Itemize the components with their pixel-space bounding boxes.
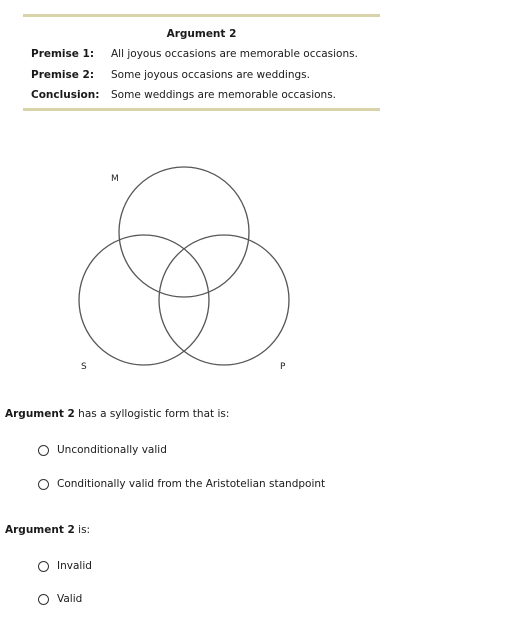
venn-diagram: [70, 160, 300, 375]
radio-unconditionally-valid[interactable]: [38, 445, 49, 456]
venn-label-p: P: [280, 362, 286, 372]
premise-2-text: Some joyous occasions are weddings.: [111, 69, 310, 81]
option-unconditionally-valid[interactable]: [38, 442, 167, 458]
venn-circle-m: [119, 167, 249, 297]
venn-circle-p: [159, 235, 289, 365]
radio-conditionally-valid[interactable]: [38, 479, 49, 490]
option-valid-label: Valid: [57, 593, 83, 605]
venn-label-s: S: [81, 362, 87, 372]
radio-valid[interactable]: [38, 594, 49, 605]
question-2-text: is:: [74, 524, 91, 536]
question-2-subject: Argument 2: [5, 524, 75, 536]
question-1-text: has a syllogistic form that is:: [74, 408, 230, 420]
premise-2-label: Premise 2:: [31, 69, 95, 81]
conclusion-label: Conclusion:: [31, 89, 100, 101]
conclusion-text: Some weddings are memorable occasions.: [111, 89, 337, 101]
option-valid[interactable]: [38, 591, 82, 607]
venn-label-m: M: [111, 174, 119, 184]
premise-1-text: All joyous occasions are memorable occasions.: [111, 48, 358, 60]
question-2-prompt: [5, 524, 90, 536]
argument-title: Argument 2: [166, 28, 237, 40]
option-unconditionally-valid-label: Unconditionally valid: [57, 444, 167, 456]
option-conditionally-valid-label: Conditionally valid from the Aristotelian standpoint: [57, 478, 326, 490]
question-1-prompt: [5, 408, 229, 420]
option-invalid[interactable]: [38, 558, 92, 574]
venn-circle-s: [79, 235, 209, 365]
radio-invalid[interactable]: [38, 561, 49, 572]
option-invalid-label: Invalid: [57, 560, 92, 572]
option-conditionally-valid[interactable]: [38, 476, 325, 492]
premise-1-label: Premise 1:: [31, 48, 95, 60]
argument-box: [23, 14, 380, 111]
question-1-subject: Argument 2: [5, 408, 75, 420]
